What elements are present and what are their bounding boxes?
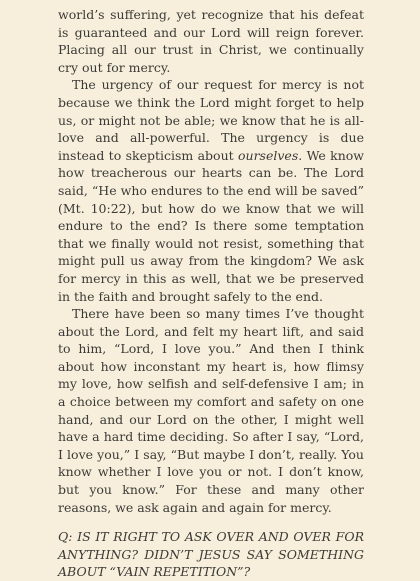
paragraph-2-part-b: . We know how treacherous our hearts can be. The Lord said, “He who endures to the end will be saved” (Mt. 10:22), but how do we know that we will endure to the end? Is there some temptation that we finally would not resist, something that might pull us away from the kingdom? We ask for mercy in this as well, that we be preserved in the faith and brought safely to the end. <box>58 147 364 304</box>
page-text <box>58 6 364 581</box>
paragraph-2-part-a: The urgency of our request for mercy is not because we think the Lord might forget to help us, or might not be able; we know that he is all-love and all-powerful. The urgency is due instead to skepticism about <box>58 77 364 163</box>
paragraph-2-emphasis: ourselves <box>238 147 299 163</box>
paragraph-2 <box>58 76 364 305</box>
paragraph-3: There have been so many times I’ve thought about the Lord, and felt my heart lift, and said to him, “Lord, I love you.” And then I think about how inconstant my heart is, how flimsy my love, how selfish and self-defensive I am; in a choice between my comfort and safety on one hand, and our Lord on the other, I might well have a hard time deciding. So after I say, “Lord, I love you,” I say, “But maybe I don’t, really. You know whether I love you or not. I don’t know, but you know.” For these and many other reasons, we ask again and again for mercy. <box>58 306 364 515</box>
question-heading: Q: IS IT RIGHT TO ASK OVER AND OVER FOR ANYTHING? DIDN’T JESUS SAY SOMETHING ABOUT “VAIN REPETITION”? <box>58 529 364 580</box>
paragraph-1: world’s suffering, yet recognize that his defeat is guaranteed and our Lord will reign forever. Placing all our trust in Christ, we continually cry out for mercy. <box>58 7 364 75</box>
